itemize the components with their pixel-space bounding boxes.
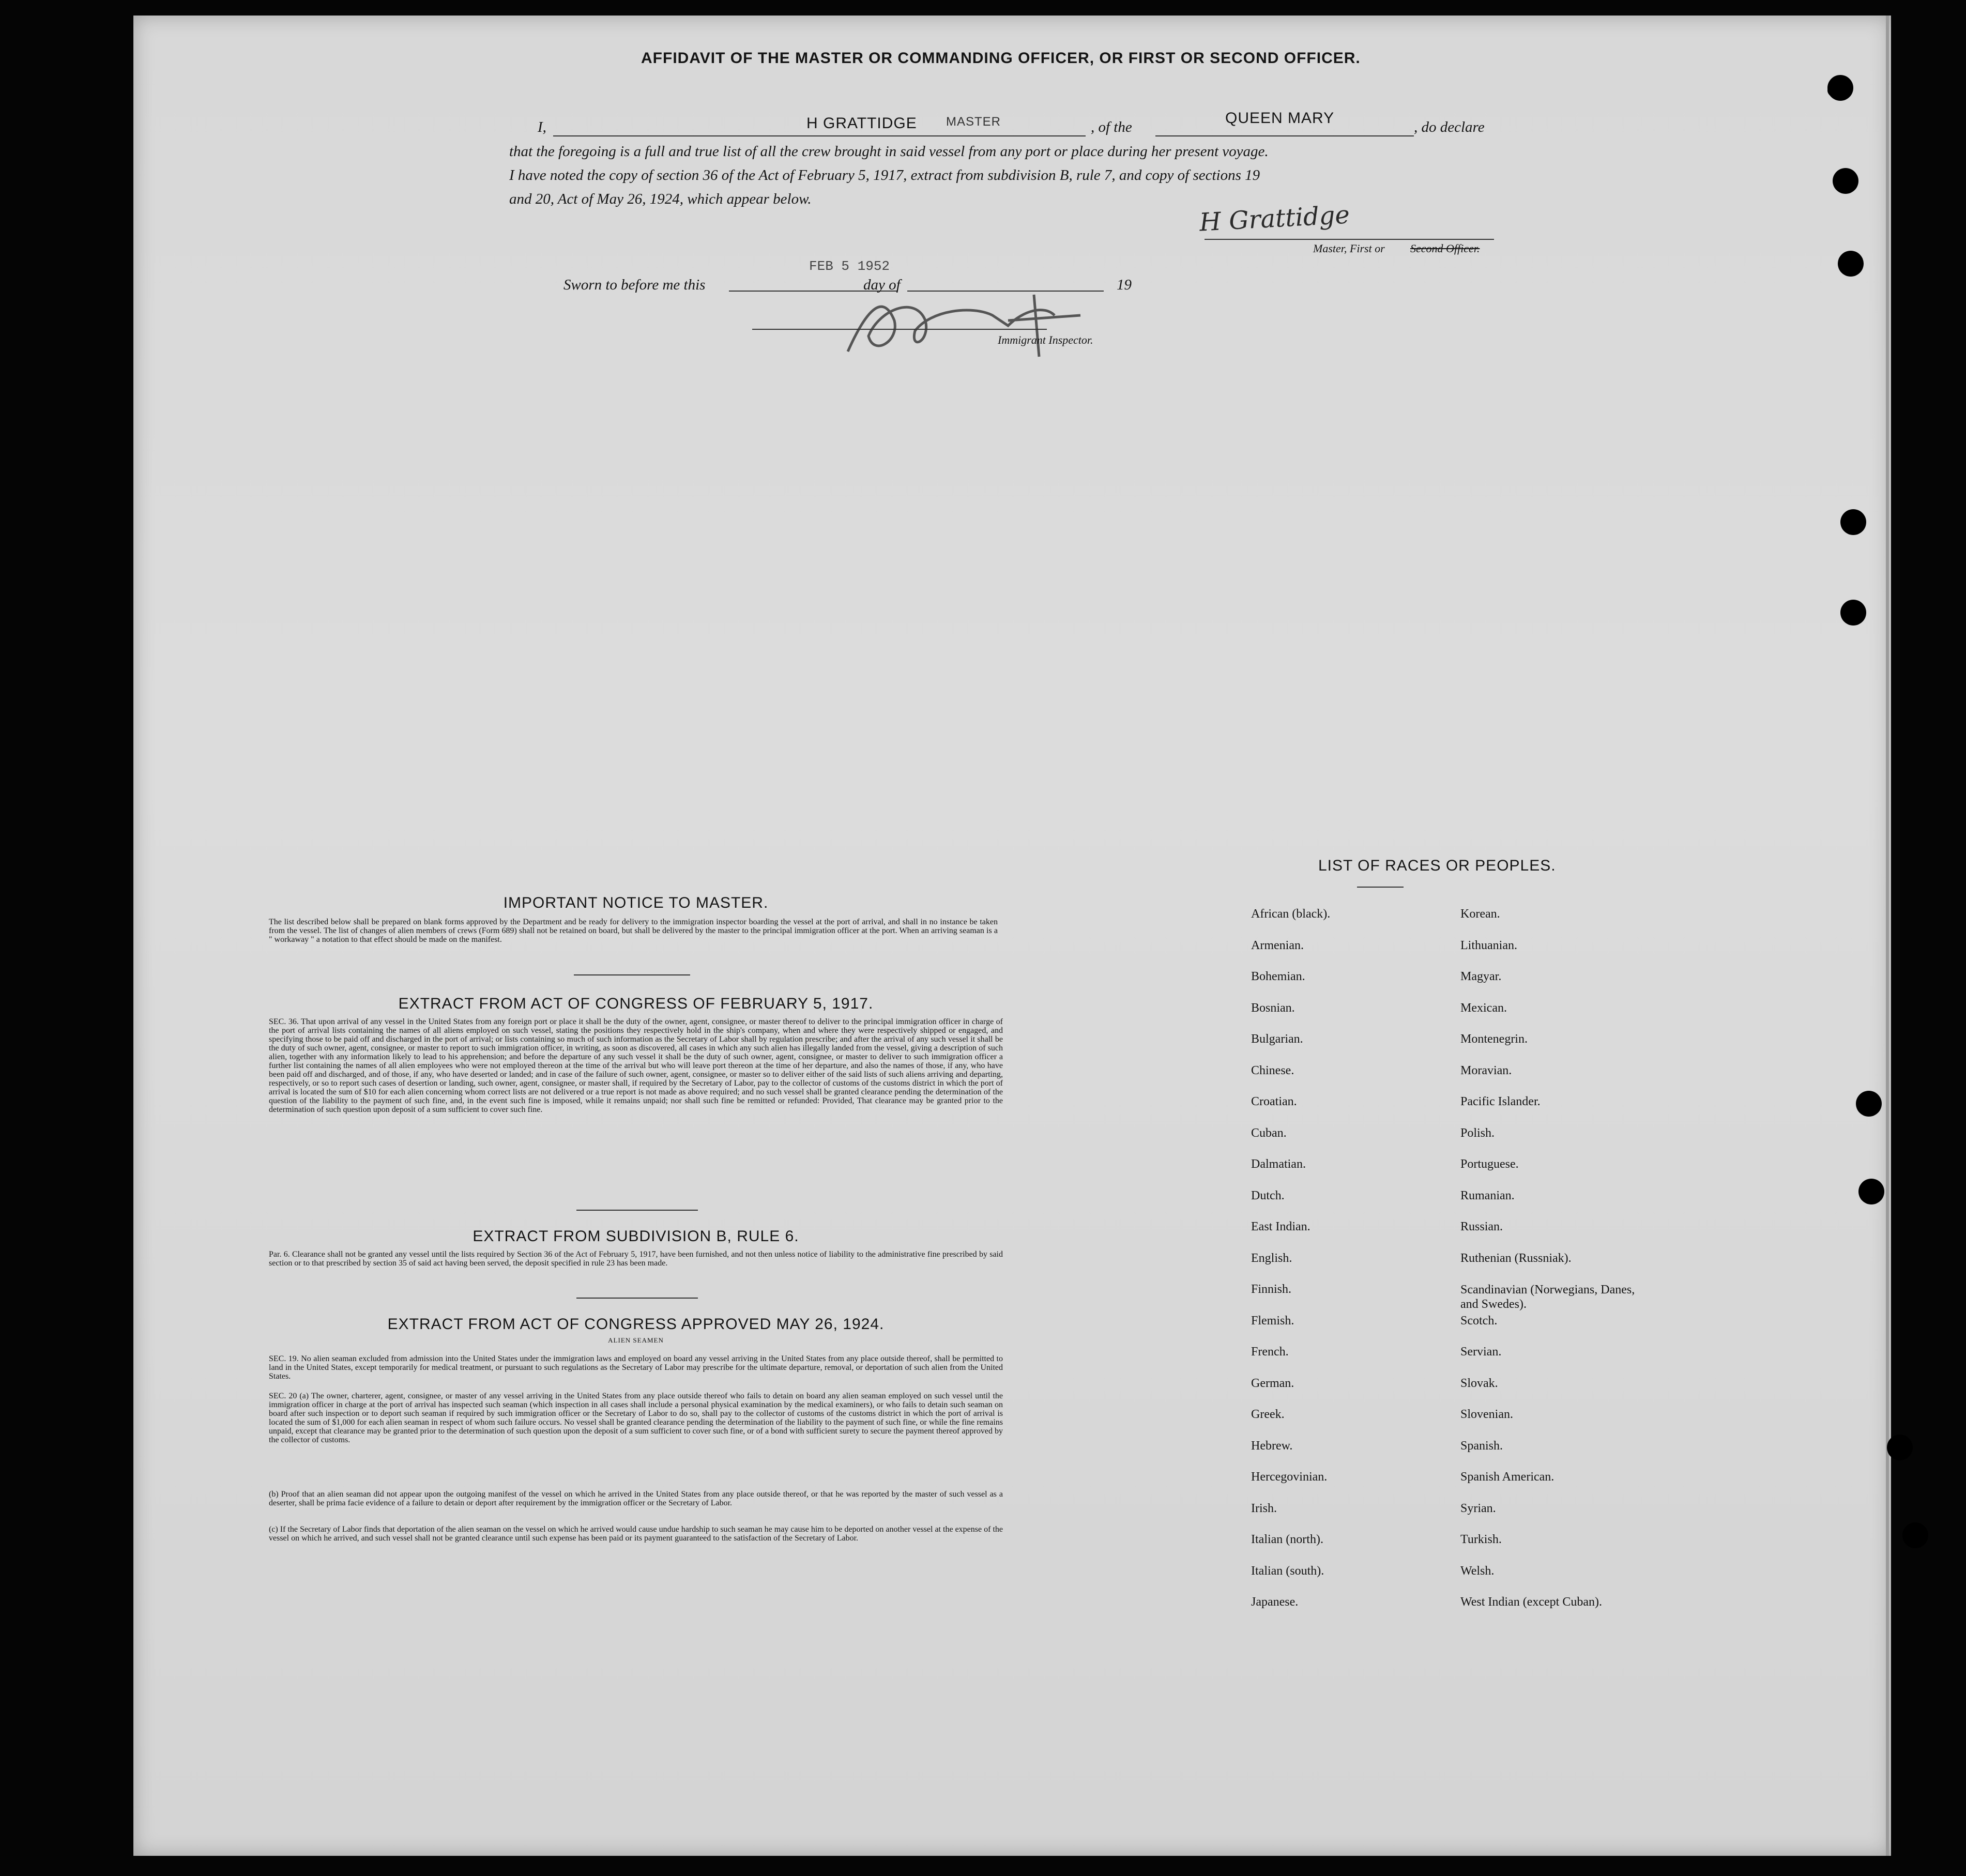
punch-hole	[1838, 251, 1864, 277]
race-item: Dalmatian.	[1251, 1157, 1306, 1171]
inspector-signature	[837, 274, 1106, 367]
extract-1924-title: EXTRACT FROM ACT OF CONGRESS APPROVED MAY 26, 1924.	[387, 1316, 885, 1333]
race-item: Turkish.	[1460, 1533, 1502, 1546]
race-item: Moravian.	[1460, 1063, 1512, 1077]
punch-hole	[1840, 509, 1866, 535]
day-of-label: day of	[863, 277, 901, 293]
race-item: African (black).	[1251, 907, 1331, 921]
punch-hole	[1887, 1435, 1913, 1460]
affidavit-line1-post: , do declare	[1414, 119, 1485, 135]
race-item: Lithuanian.	[1460, 938, 1517, 952]
signature-caption-a: Master, First or	[1313, 242, 1385, 255]
signature-caption-b: Second Officer.	[1410, 242, 1480, 255]
inspector-underline	[752, 329, 1047, 330]
race-item: French.	[1251, 1345, 1289, 1359]
race-item: Japanese.	[1251, 1595, 1299, 1609]
race-item: Scotch.	[1460, 1314, 1498, 1328]
divider	[576, 1210, 698, 1211]
punch-hole	[1902, 1522, 1928, 1548]
race-item: Welsh.	[1460, 1564, 1495, 1578]
subdivision-b-body: Par. 6. Clearance shall not be granted any vessel until the lists required by Section 36 of the Act of February 5, 1917, have been furnished, and not then unless notice of liability to the administrative fine prescribed by said section or to that prescribed by section 35 of said act having been served, the deposit specified in rule 23 has been made.	[269, 1250, 1003, 1268]
inspector-caption: Immigrant Inspector.	[998, 333, 1093, 346]
race-item: Hercegovinian.	[1251, 1470, 1328, 1484]
races-column-2	[1460, 907, 1647, 1627]
race-item: Magyar.	[1460, 970, 1502, 983]
punch-hole	[1833, 168, 1858, 194]
affidavit-line1-pre: I,	[538, 119, 546, 135]
race-item: Finnish.	[1251, 1283, 1292, 1296]
affidavit-title: AFFIDAVIT OF THE MASTER OR COMMANDING OFFICER, OR FIRST OR SECOND OFFICER.	[641, 50, 1361, 67]
punch-hole	[1840, 600, 1866, 626]
master-name-fill: H GRATTIDGE	[806, 115, 917, 132]
affidavit-line1-mid: , of the	[1091, 119, 1132, 135]
sworn-label: Sworn to before me this	[563, 277, 706, 293]
punch-hole	[1858, 1179, 1884, 1204]
extract-1924-sec20c: (c) If the Secretary of Labor finds that deportation of the alien seaman on the vessel on which he arrived would cause undue hardship to such seaman he may cause him to be deported on another vessel at the expense of the vessel on which he arrived, and such vessel shall not be granted clearance until such expense has been paid or its payment guaranteed to the satisfaction of the Secretary of Labor.	[269, 1525, 1003, 1543]
rank-fill: MASTER	[946, 115, 1001, 129]
extract-1917-title: EXTRACT FROM ACT OF CONGRESS OF FEBRUARY 5, 1917.	[398, 995, 874, 1012]
page-edge	[1886, 16, 1889, 1856]
master-signature: H Grattidge	[1198, 200, 1351, 237]
affidavit-line2: that the foregoing is a full and true list of all the crew brought in said vessel from any port or place during her present voyage.	[509, 143, 1269, 160]
race-item: Flemish.	[1251, 1314, 1294, 1328]
race-item: Slovenian.	[1460, 1408, 1513, 1421]
race-item: Armenian.	[1251, 938, 1304, 952]
race-item: Polish.	[1460, 1126, 1495, 1140]
notice-title: IMPORTANT NOTICE TO MASTER.	[503, 894, 769, 911]
divider	[576, 1298, 698, 1299]
notice-body: The list described below shall be prepared on blank forms approved by the Department and be ready for delivery to the immigration inspector boarding the vessel at the port of arrival, and shall in no instance be taken from the vessel. The list of changes of alien members of crews (Form 689) shall not be retained on board, but shall be delivered by the master to the principal immigration officer at the port. When an arriving seaman is a " workaway " a notation to that effect should be made on the manifest.	[269, 918, 998, 944]
race-item: Dutch.	[1251, 1188, 1285, 1202]
affidavit-line4: and 20, Act of May 26, 1924, which appear below.	[509, 191, 812, 207]
race-item: Ruthenian (Russniak).	[1460, 1251, 1572, 1265]
race-item: Pacific Islander.	[1460, 1095, 1541, 1108]
ship-underline	[1155, 135, 1414, 136]
race-item: Portuguese.	[1460, 1157, 1519, 1171]
races-column-1	[1251, 907, 1330, 1627]
name-underline	[553, 135, 1086, 136]
race-item: Chinese.	[1251, 1063, 1294, 1077]
race-item: Montenegrin.	[1460, 1032, 1528, 1046]
race-item: Hebrew.	[1251, 1439, 1293, 1453]
punch-hole	[1856, 1091, 1882, 1117]
race-item: Rumanian.	[1460, 1188, 1515, 1202]
race-item: Slovak.	[1460, 1376, 1498, 1390]
race-item: Servian.	[1460, 1345, 1502, 1359]
signature-underline	[1205, 239, 1494, 240]
race-item: West Indian (except Cuban).	[1460, 1595, 1602, 1609]
race-item: Spanish.	[1460, 1439, 1503, 1453]
race-item: Korean.	[1460, 907, 1500, 921]
subdivision-b-title: EXTRACT FROM SUBDIVISION B, RULE 6.	[473, 1228, 799, 1245]
punch-hole	[1827, 83, 1848, 98]
race-item: Mexican.	[1460, 1001, 1507, 1015]
ship-name-fill: QUEEN MARY	[1225, 110, 1335, 127]
race-item: Russian.	[1460, 1220, 1503, 1233]
race-item: East Indian.	[1251, 1220, 1310, 1233]
race-item: Spanish American.	[1460, 1470, 1554, 1484]
race-item: English.	[1251, 1251, 1292, 1265]
race-item: Italian (south).	[1251, 1564, 1324, 1578]
extract-1924-sec20b: (b) Proof that an alien seaman did not appear upon the outgoing manifest of the vessel on which he arrived in the United States from any place outside thereof, or that he was reported by the master of such vessel as a deserter, shall be prima facie evidence of a failure to detain or deport after requirement by the immigration officer or the Secretary of Labor.	[269, 1490, 1003, 1507]
race-item: Greek.	[1251, 1408, 1285, 1421]
race-item: Croatian.	[1251, 1095, 1297, 1108]
race-item: Syrian.	[1460, 1501, 1496, 1515]
alien-seamen-subtitle: ALIEN SEAMEN	[608, 1336, 664, 1344]
race-item: Bulgarian.	[1251, 1032, 1303, 1046]
extract-1924-sec19: SEC. 19. No alien seaman excluded from admission into the United States under the immigration laws and employed on board any vessel arriving in the United States from any place outside thereof, shall be permitted to land in the United States, except temporarily for medical treatment, or pursuant to such regulations as the Secretary of Labor may prescribe for the ultimate departure, removal, or deportation of such alien from the United States.	[269, 1354, 1003, 1381]
date-stamp: FEB 5 1952	[809, 258, 890, 274]
race-item: Italian (north).	[1251, 1533, 1323, 1546]
extract-1917-body: SEC. 36. That upon arrival of any vessel in the United States from any foreign port or place it shall be the duty of the owner, agent, consignee, or master thereof to deliver to the principal immigration officer in charge of the port of arrival lists containing the names of all aliens employed on such vessel, stating the positions they respectively hold in the ship's company, when and where they were respectively shipped or engaged, and specifying those to be paid off and discharged in the port of arrival; or lists containing so much of such information as the Secretary of Labor shall by regulation prescribe; and after the arrival of any such vessel it shall be the duty of such owner, agent, consignee, or master to report to such immigration officer, in writing, as soon as discovered, all cases in which any such alien has illegally landed from the vessel, giving a description of such alien, together with any information likely to lead to his apprehension; and before the departure of any such vessel it shall be the duty of such owner, agent, consignee, or master to deliver to such immigration officer a further list containing the names of all alien employees who were not employed thereon at the time of the arrival but who will leave port thereon at the time of her departure, and also the names of those, if any, who have been paid off and discharged, and of those, if any, who have deserted or landed; and in case of the failure of such owner, agent, consignee, or master so to deliver either of the said lists of such aliens arriving and departing, respectively, or so to report such cases of desertion or landing, such owner, agent, consignee, or master shall, if required by the Secretary of Labor, pay to the collector of customs of the customs district in which the port of arrival is located the sum of $10 for each alien concerning whom correct lists are not delivered or a true report is not made as above required; and no such vessel shall be granted clearance pending the determination of the question of the liability to the payment of such fine, and, in the event such fine is imposed, while it remains unpaid; nor shall such fine be remitted or refunded: Provided, That clearance may be granted prior to the determination of such question upon deposit of a sum sufficient to cover such fine.	[269, 1017, 1003, 1114]
race-item: Irish.	[1251, 1501, 1277, 1515]
race-item: Cuban.	[1251, 1126, 1287, 1140]
divider	[1357, 887, 1404, 888]
divider	[574, 974, 690, 975]
affidavit-line3: I have noted the copy of section 36 of the Act of February 5, 1917, extract from subdivision B, rule 7, and copy of sections 19	[509, 167, 1260, 184]
race-item: Scandinavian (Norwegians, Danes, and Swedes).	[1460, 1283, 1635, 1311]
race-item: German.	[1251, 1376, 1294, 1390]
races-title: LIST OF RACES OR PEOPLES.	[1318, 857, 1556, 874]
extract-1924-sec20a: SEC. 20 (a) The owner, charterer, agent, consignee, or master of any vessel arriving in the United States from any place outside thereof who fails to detain on board any alien seaman employed on such vessel until the immigration officer in charge at the port of arrival has inspected such seaman (which inspection in all cases shall include a personal physical examination by the medical examiners), or who fails to detain such seaman on board after such inspection or to deport such seaman if required by such immigration officer or the Secretary of Labor to do so, shall pay to the collector of customs of the customs district in which the port of arrival is located the sum of $1,000 for each alien seaman in respect of whom such failure occurs. No vessel shall be granted clearance pending the determination of the liability to the payment of such fine, or while the fine remains unpaid, except that clearance may be granted prior to the determination of such question upon the deposit of a sum sufficient to cover such fine, or of a bond with sufficient surety to secure the payment thereof approved by the collector of customs.	[269, 1392, 1003, 1444]
year-prefix: 19	[1117, 277, 1132, 293]
race-item: Bohemian.	[1251, 970, 1305, 983]
race-item: Bosnian.	[1251, 1001, 1295, 1015]
